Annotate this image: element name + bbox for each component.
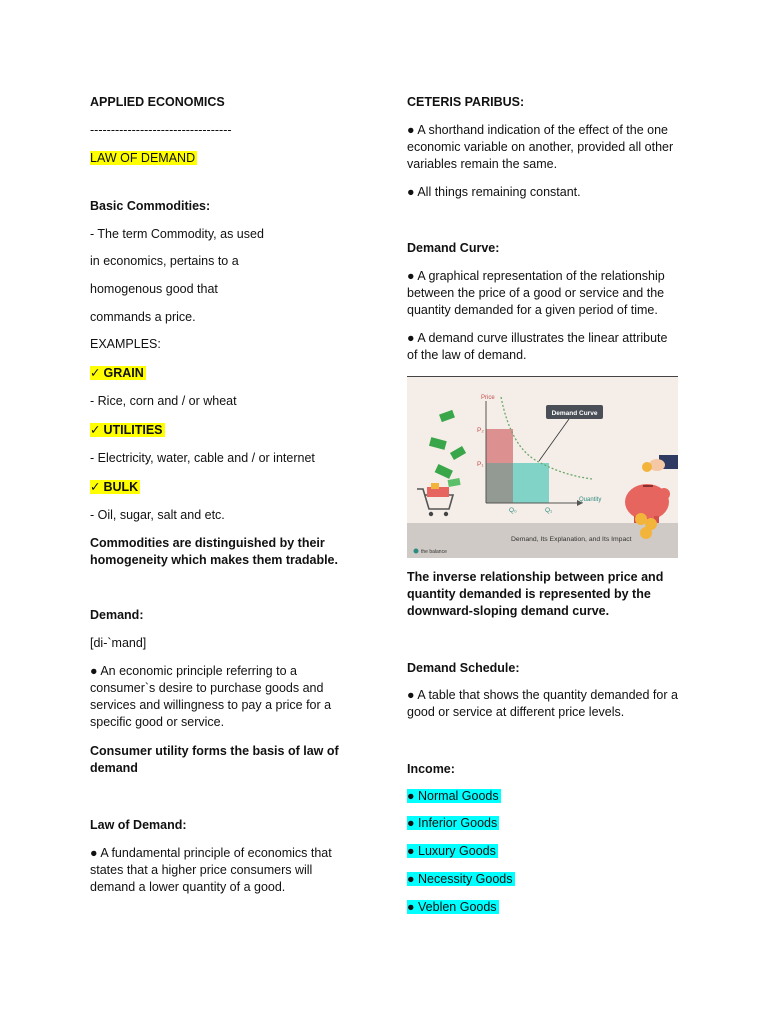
document-title: APPLIED ECONOMICS bbox=[90, 95, 225, 109]
checkmark-icon: ✓ bbox=[90, 423, 101, 437]
inverse-relationship-note: The inverse relationship between price and quantity demanded is represented by the downward-sloping demand curve. bbox=[407, 570, 664, 618]
basic-commodities-heading: Basic Commodities: bbox=[90, 199, 211, 213]
quantity-axis-label: Quantity bbox=[579, 497, 602, 503]
law-of-demand-subheading: Law of Demand: bbox=[90, 818, 187, 832]
law-of-demand-highlight: LAW OF DEMAND bbox=[90, 151, 196, 165]
demand-curve-bullet: ● A demand curve illustrates the linear attribute of the law of demand. bbox=[407, 331, 668, 362]
p2-label: P₂ bbox=[477, 427, 484, 434]
example-description: - Electricity, water, cable and / or internet bbox=[90, 451, 315, 465]
commodity-line: commands a price. bbox=[90, 310, 196, 324]
income-item: ● Veblen Goods bbox=[407, 900, 497, 914]
income-item: ● Luxury Goods bbox=[407, 844, 496, 858]
brand-label: the balance bbox=[421, 549, 447, 555]
example-utilities bbox=[90, 422, 165, 439]
commodity-line: - The term Commodity, as used bbox=[90, 227, 264, 241]
example-name: UTILITIES bbox=[103, 423, 163, 437]
demand-definition: ● An economic principle referring to a consumer`s desire to purchase goods and services and willingness to pay a price for a specific good or service. bbox=[90, 664, 332, 729]
example-bulk bbox=[90, 479, 140, 496]
ceteris-bullet: ● A shorthand indication of the effect of the one economic variable on another, provided all other variables remain the same. bbox=[407, 123, 674, 171]
demand-schedule-heading: Demand Schedule: bbox=[407, 661, 520, 675]
figure-caption: Demand, Its Explanation, and Its Impact bbox=[511, 536, 632, 543]
law-of-demand-definition: ● A fundamental principle of economics that states that a higher price consumers will demand a lower quantity of a good. bbox=[90, 846, 332, 894]
demand-curve-svg bbox=[407, 377, 678, 558]
law-of-demand-heading bbox=[90, 150, 197, 167]
example-name: GRAIN bbox=[103, 366, 144, 380]
commodity-line: in economics, pertains to a bbox=[90, 254, 239, 268]
checkmark-icon: ✓ bbox=[90, 366, 101, 380]
demand-pronunciation: [di-`mand] bbox=[90, 636, 147, 650]
price-axis-label: Price bbox=[481, 395, 495, 401]
consumer-utility-note: Consumer utility forms the basis of law of demand bbox=[90, 744, 339, 775]
curve-label: Demand Curve bbox=[551, 410, 598, 417]
title-divider: ---------------------------------- bbox=[90, 123, 232, 137]
demand-schedule-definition: ● A table that shows the quantity demanded for a good or service at different price levels. bbox=[407, 688, 678, 719]
checkmark-icon: ✓ bbox=[90, 480, 101, 494]
example-description: - Oil, sugar, salt and etc. bbox=[90, 508, 225, 522]
q0-label: Q₀ bbox=[509, 507, 517, 514]
income-heading: Income: bbox=[407, 762, 455, 776]
example-description: - Rice, corn and / or wheat bbox=[90, 394, 237, 408]
ceteris-bullet: ● All things remaining constant. bbox=[407, 185, 581, 199]
examples-label: EXAMPLES: bbox=[90, 337, 161, 351]
demand-curve-heading: Demand Curve: bbox=[407, 241, 500, 255]
income-item: ● Normal Goods bbox=[407, 789, 499, 803]
q1-label: Q₁ bbox=[545, 507, 553, 514]
income-item: ● Necessity Goods bbox=[407, 872, 513, 886]
p1-label: P₁ bbox=[477, 461, 484, 468]
income-item: ● Inferior Goods bbox=[407, 816, 498, 830]
commodity-line: homogenous good that bbox=[90, 282, 218, 296]
commodities-note: Commodities are distinguished by their homogeneity which makes them tradable. bbox=[90, 536, 338, 567]
demand-heading: Demand: bbox=[90, 608, 144, 622]
demand-curve-bullet: ● A graphical representation of the relationship between the price of a good or service and the quantity demanded for a given period of time. bbox=[407, 269, 665, 317]
demand-curve-illustration bbox=[407, 376, 678, 558]
example-grain bbox=[90, 365, 146, 382]
example-name: BULK bbox=[103, 480, 139, 494]
overlap-area bbox=[486, 463, 513, 503]
brand-logo-icon bbox=[414, 549, 419, 554]
ceteris-paribus-heading: CETERIS PARIBUS: bbox=[407, 95, 525, 109]
